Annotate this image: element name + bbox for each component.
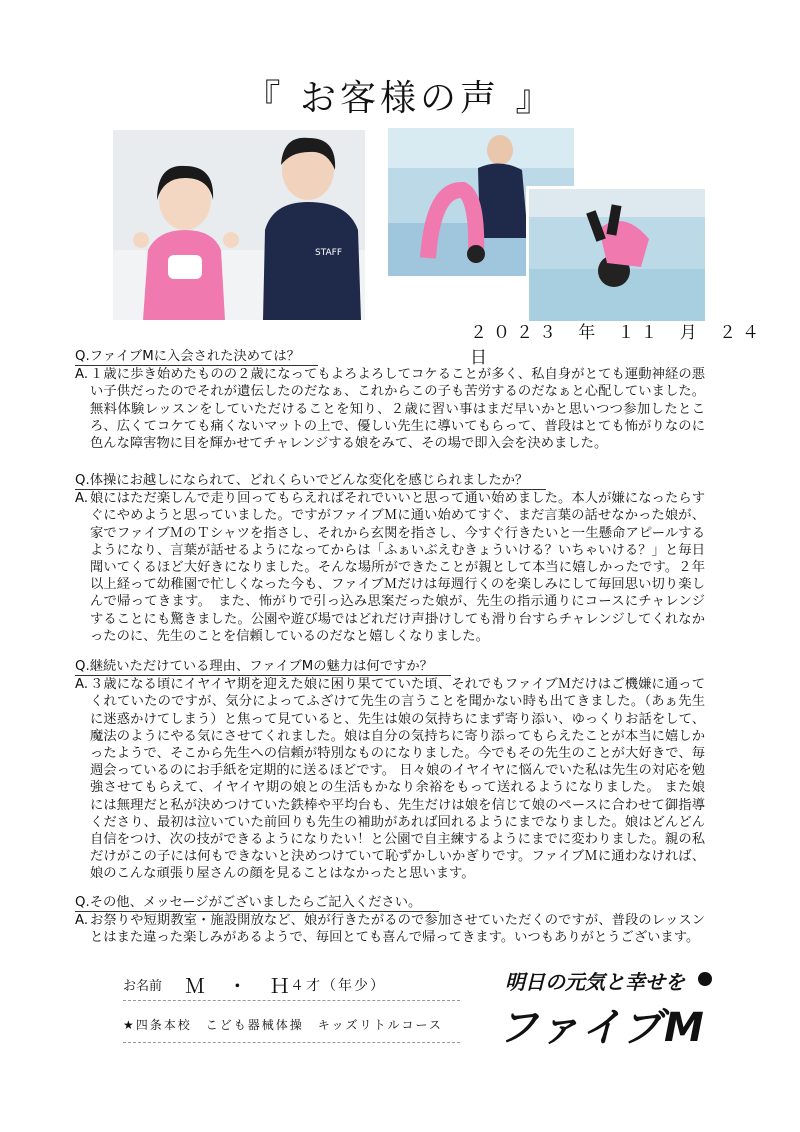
answer-3: [75, 676, 705, 882]
name-label: お名前: [123, 979, 163, 994]
brand-logo: ファイブM: [498, 1005, 706, 1051]
question-4: Q.その他、メッセージがございましたらご記入ください。: [75, 894, 439, 912]
svg-text:STAFF: STAFF: [315, 248, 343, 258]
age: ４才（年少）: [290, 978, 386, 994]
divider-dashed: [123, 1000, 460, 1001]
dot-icon: [698, 972, 712, 986]
question-2: Q.体操にお越しになられて、どれくらいでどんな変化を感じられましたか？: [75, 472, 546, 490]
answer-mark: A.: [75, 913, 89, 929]
qa-section-2: [75, 472, 705, 645]
answer-text: お祭りや短期教室・施設開放など、娘が行きたがるので参加させていただくのですが、普段のレッスンとはまた違った楽しみがあるようで、毎回とても喜んで帰ってきます。いつもありがとうございます。: [90, 913, 705, 946]
slogan: 明日の元気と幸せを: [505, 970, 685, 994]
answer-text: ３歳になる頃にイヤイヤ期を迎えた娘に困り果てていた頃、それでもファイブＭだけはご機嫌に通ってくれていたのですが、気分によってふざけて先生の言うことを聞かない時も出てきました。（あぁ先生に迷惑かけてしまう）と焦って見ていると、先生は娘の気持ちにまず寄り添い、ゆっくりお話をして、魔法のようにやる気にさせてくれました。娘は自分の気持ちに寄り添ってもらえたことが本当に嬉しかったようで、そこから先生への信頼が特別なものになりました。今でもその先生のことが大好きで、毎週会っているのにお手紙を定期的に送るほどです。 日々娘のイヤイヤに悩んでいた私は先生の対応を勉強させてもらえて、イヤイヤ期の娘との生活もかなり余裕をもって送れるようになりました。 また娘には無理だと私が決めつけていた鉄棒や平均台も、先生だけは娘を信じて娘のペースに合わせて御指導くださり、最初は泣いていた前回りも先生の補助があれば回れるようにまでなりました。娘はどんどん自信をつけ、次の技ができるようになりたい！と公園で自主練するようにまでに変わりました。親の私だけがこの子には何もできないと決めつけていて恥ずかしいかぎりです。ファイブＭに通わなければ、娘のこんな頑張り屋さんの顔を見ることはなかったと思います。: [90, 677, 705, 882]
qa-section-1: [75, 348, 705, 452]
photo-girl-and-coach: [113, 130, 365, 320]
question-3: Q.継続いただけている理由、ファイブMの魅力は何ですか？: [75, 658, 451, 676]
photo-forward-roll: [526, 186, 708, 324]
name-value: Ｍ ・ Ｈ: [185, 974, 298, 998]
answer-text: 娘にはただ楽しんで走り回ってもらえればそれでいいと思って通い始めました。本人が嫌になったらすぐにやめようと思っていました。ですがファイブＭに通い始めてすぐ、まだ言葉の話せなかった娘が、家でファイブＭのＴシャツを指さし、それから玄関を指さし、今すぐ行きたいと一生懸命アピールするようになり、言葉が話せるようになってからは「ふぁいぶえむきょういける？いちゃいける？」と毎日聞いてくるほど大好きになりました。そんな場所ができたことが親として本当に嬉しかったです。２年以上経って幼稚園で忙しくなった今も、ファイブＭだけは毎週行くのを楽しみにして毎回思い切り楽しんで帰ってきます。 また、怖がりで引っ込み思案だった娘が、先生の指示通りにコースにチャレンジすることにも驚きました。公園や遊び場ではどれだけ声掛けしても滑り台すらチャレンジしてくれなかったのに、先生のことを信頼しているのだなと嬉しくなりました。: [90, 491, 705, 644]
school-course: ★四条本校 こども器械体操 キッズリトルコース: [123, 1018, 443, 1032]
qa-section-3: [75, 658, 705, 883]
qa-section-4: [75, 894, 705, 947]
answer-4: [75, 912, 705, 946]
answer-text: １歳に歩き始めたものの２歳になってもよろよろしてコケることが多く、私自身がとても運動神経の悪い子供だったのでそれが遺伝したのだなぁ、これからこの子も苦労するのだなぁと心配していました。無料体験レッスンをしていただけることを知り、２歳に習い事はまだ早いかと思いつつ参加したところ、広くてコケても痛くないマットの上で、優しい先生に導いてもらって、普段はとても怖がりなのに色んな障害物に目を輝かせてチャレンジする娘をみて、その場で即入会を決めました。: [90, 367, 705, 452]
answer-mark: A.: [75, 491, 89, 507]
answer-1: [75, 366, 705, 452]
date: ２０２３ 年 １１ 月 ２４ 日: [470, 323, 765, 368]
question-1: Q.ファイブMに入会された決めては？: [75, 348, 318, 366]
answer-mark: A.: [75, 367, 89, 383]
divider-dashed: [123, 1042, 460, 1043]
answer-mark: A.: [75, 677, 89, 693]
answer-2: [75, 490, 705, 645]
page-title: 『 お客様の声 』: [244, 78, 556, 119]
